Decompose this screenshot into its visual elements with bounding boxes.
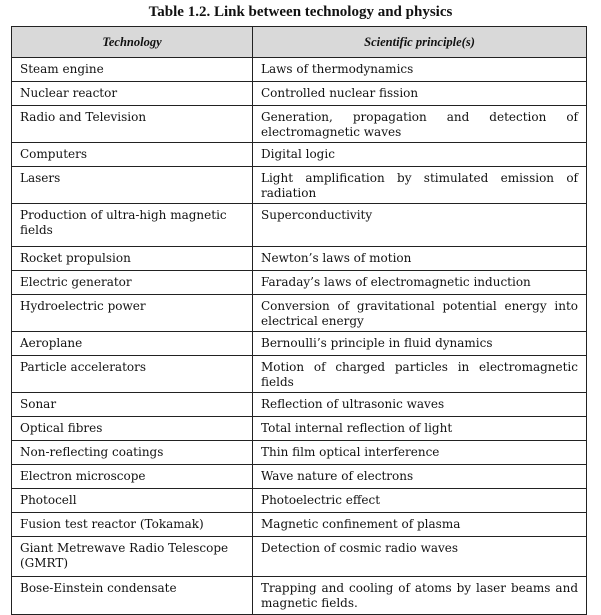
technology-cell: Electron microscope (12, 465, 253, 489)
table-row (12, 417, 587, 441)
principle-cell: Wave nature of electrons (253, 465, 587, 489)
table-caption: Table 1.2. Link between technology and physics (148, 4, 453, 20)
technology-cell: Particle accelerators (12, 356, 253, 393)
table-row (12, 577, 587, 615)
table-row (12, 393, 587, 417)
header-technology: Technology (12, 27, 253, 58)
principle-cell: Conversion of gravitational potential energy into electrical energy (253, 295, 587, 332)
principle-cell: Faraday’s laws of electromagnetic induction (253, 271, 587, 295)
table-row (12, 465, 587, 489)
technology-cell: Lasers (12, 167, 253, 204)
technology-cell: Photocell (12, 489, 253, 513)
table-row (12, 513, 587, 537)
table-header-row (12, 27, 587, 58)
table-row (12, 167, 587, 204)
table-row (12, 356, 587, 393)
table-row (12, 82, 587, 106)
principle-cell: Digital logic (253, 143, 587, 167)
principle-cell: Reflection of ultrasonic waves (253, 393, 587, 417)
principle-cell: Light amplification by stimulated emission of radiation (253, 167, 587, 204)
technology-cell: Production of ultra-high magnetic fields (12, 204, 253, 247)
principle-cell: Superconductivity (253, 204, 587, 247)
technology-cell: Steam engine (12, 58, 253, 82)
table-row (12, 143, 587, 167)
table-row (12, 332, 587, 356)
table-row (12, 537, 587, 577)
table-row (12, 247, 587, 271)
table-body (12, 58, 587, 615)
technology-cell: Sonar (12, 393, 253, 417)
technology-cell: Giant Metrewave Radio Telescope (GMRT) (12, 537, 253, 577)
technology-cell: Non-reflecting coatings (12, 441, 253, 465)
technology-cell: Electric generator (12, 271, 253, 295)
principle-cell: Laws of thermodynamics (253, 58, 587, 82)
principle-cell: Generation, propagation and detection of electromagnetic waves (253, 106, 587, 143)
principle-cell: Motion of charged particles in electromagnetic fields (253, 356, 587, 393)
technology-cell: Rocket propulsion (12, 247, 253, 271)
technology-cell: Fusion test reactor (Tokamak) (12, 513, 253, 537)
table-row (12, 295, 587, 332)
technology-cell: Bose-Einstein condensate (12, 577, 253, 615)
technology-cell: Hydroelectric power (12, 295, 253, 332)
principle-cell: Detection of cosmic radio waves (253, 537, 587, 577)
technology-cell: Computers (12, 143, 253, 167)
principle-cell: Newton’s laws of motion (253, 247, 587, 271)
principle-cell: Controlled nuclear fission (253, 82, 587, 106)
principle-cell: Magnetic confinement of plasma (253, 513, 587, 537)
header-scientific-principle: Scientific principle(s) (253, 27, 587, 58)
technology-cell: Aeroplane (12, 332, 253, 356)
table-row (12, 489, 587, 513)
table-row (12, 204, 587, 247)
technology-cell: Nuclear reactor (12, 82, 253, 106)
table-row (12, 58, 587, 82)
principle-cell: Bernoulli’s principle in fluid dynamics (253, 332, 587, 356)
principle-cell: Photoelectric effect (253, 489, 587, 513)
table-row (12, 271, 587, 295)
technology-cell: Radio and Television (12, 106, 253, 143)
principle-cell: Total internal reflection of light (253, 417, 587, 441)
principle-cell: Trapping and cooling of atoms by laser beams and magnetic fields. (253, 577, 587, 615)
technology-physics-table (11, 26, 587, 615)
technology-cell: Optical fibres (12, 417, 253, 441)
table-row (12, 106, 587, 143)
table-row (12, 441, 587, 465)
principle-cell: Thin film optical interference (253, 441, 587, 465)
